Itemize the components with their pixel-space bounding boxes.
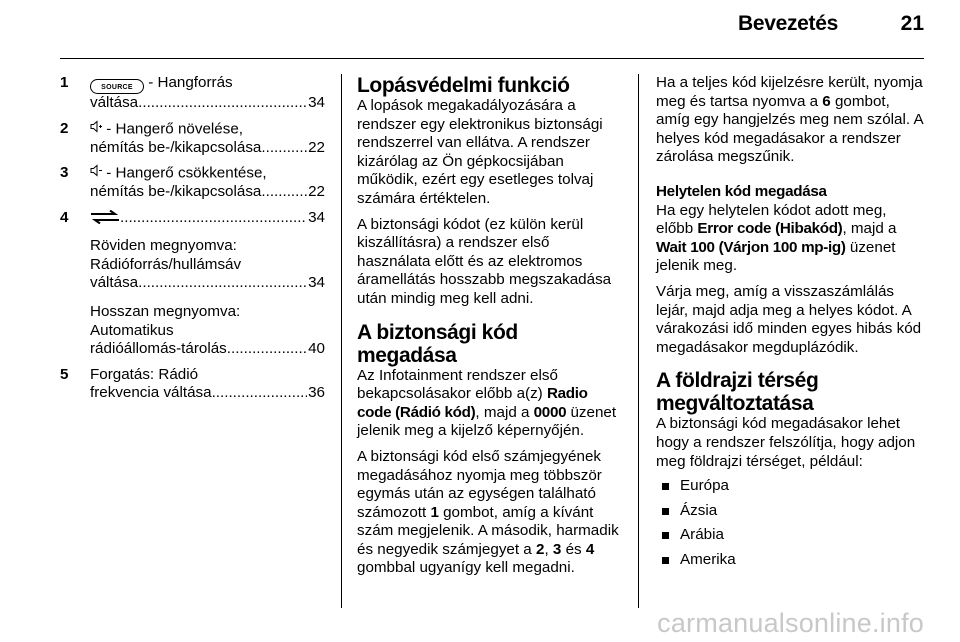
sub-item	[90, 237, 325, 293]
dot-leader	[212, 384, 308, 403]
control-list	[60, 74, 325, 410]
section-heading: A földrajzi térség megváltoztatása	[656, 369, 819, 416]
list-item	[60, 366, 325, 403]
item-text: Rádióforrás/hullámsáv	[90, 255, 242, 273]
button-ref: 1	[430, 503, 439, 521]
column-divider	[638, 74, 639, 608]
volume-down-icon	[90, 164, 102, 183]
toc-line	[90, 94, 325, 113]
list-item: Ázsia	[656, 502, 924, 521]
paragraph: Ha egy helytelen kódot adott meg, előbb Error code (Hibakód), majd a Wait 100 (Várjon 100 mp-ig) üzenet jelenik meg.	[656, 201, 897, 275]
paragraph: Várja meg, amíg a visszaszámlálás lejár, majd adja meg a helyes kódot. A várakozási idő minden egyes hibás kód megadásakor megduplázódik.	[656, 282, 922, 356]
list-item	[60, 120, 325, 158]
item-number: 3	[60, 164, 69, 182]
item-text: - Hangforrás	[144, 74, 233, 91]
button-ref: 4	[585, 540, 595, 558]
list-item	[60, 209, 325, 359]
page-number: 21	[900, 12, 924, 35]
volume-up-icon	[90, 120, 102, 139]
item-number: 2	[60, 119, 69, 137]
item-text: - Hangerő csökkentése,	[102, 164, 267, 182]
display-message: Error code (Hibakód)	[697, 220, 843, 238]
list-item	[60, 164, 325, 202]
item-number: 1	[60, 74, 69, 91]
dot-leader	[138, 94, 307, 113]
item-text: Automatikus	[90, 321, 174, 339]
list-item	[60, 74, 325, 113]
dot-leader	[120, 209, 307, 228]
column-divider	[341, 74, 342, 608]
paragraph: A lopások megakadályozására a rendszer egy elektronikus biztonsági rendszerrel van ellátva. A rendszer kizárólag az Ön gépkocsijában működik, ezért egy esetleges tolvaj számára értéktelen.	[357, 97, 603, 207]
watermark: carmanualsonline.info	[657, 608, 924, 638]
toc-line	[90, 139, 325, 158]
display-message: Radio code (Rádió kód)	[357, 385, 588, 421]
paragraph: Ha a teljes kód kijelzésre került, nyomja meg és tartsa nyomva a 6 gombot, amíg egy hangjelzés meg nem szólal. A helyes kód megadásakor a rendszer zárolása megszűnik.	[656, 74, 923, 166]
item-text: némítás be-/kikapcsolása	[90, 138, 262, 156]
item-text: némítás be-/kikapcsolása	[90, 183, 262, 200]
dot-leader	[227, 340, 307, 359]
region-list	[656, 477, 924, 569]
source-icon: SOURCE	[90, 79, 144, 94]
item-number: 5	[60, 365, 69, 383]
button-ref: 6	[822, 92, 831, 110]
item-text: váltása	[90, 274, 139, 292]
dot-leader	[138, 274, 307, 293]
header-rule	[60, 58, 924, 59]
dot-leader	[261, 139, 307, 158]
page-ref: 34	[308, 94, 325, 111]
paragraph: A biztonsági kód első számjegyének megadásához nyomja meg többször egymás után az egységen található számozott 1 gombot, amíg a kívánt szám megjelenik. A második, harmadik és negyedik számjegyet a 2, 3 és 4 gombbal ugyanígy kell megadni.	[357, 447, 619, 577]
list-item: Európa	[656, 477, 924, 496]
paragraph: A biztonsági kódot (ez külön kerül kiszállításra) a rendszer első használata előtt és az elektromos áramellátás hosszabb megszakadása után mindig meg kell adni.	[357, 215, 612, 307]
item-text: frekvencia váltása	[90, 384, 212, 402]
paragraph: Az Infotainment rendszer első bekapcsolásakor előbb a(z) Radio code (Rádió kód), majd a 0000 üzenet jelenik meg a kijelző képernyőjén.	[357, 366, 617, 440]
list-item: Arábia	[656, 526, 924, 545]
item-text: Röviden megnyomva:	[90, 237, 237, 255]
item-text: Hosszan megnyomva:	[90, 302, 241, 320]
toc-line	[90, 209, 325, 228]
item-text: - Hangerő növelése,	[102, 119, 243, 137]
toc-line	[90, 274, 325, 293]
subsection-heading: Helytelen kód megadása	[656, 182, 827, 200]
page-ref: 34	[308, 208, 325, 226]
page-ref: 34	[308, 274, 325, 292]
header-title: Bevezetés	[737, 12, 838, 35]
paragraph: A biztonsági kód megadásakor lehet hogy a rendszer felszólítja, hogy adjon meg földrajzi térséget, például:	[656, 415, 916, 470]
section-heading: A biztonsági kód megadása	[357, 320, 518, 367]
button-ref: 3	[552, 540, 562, 558]
anti-theft-section	[357, 74, 619, 585]
display-message: Wait 100 (Várjon 100 mp-ig)	[656, 238, 846, 256]
list-item: Amerika	[656, 551, 924, 570]
page-ref: 36	[308, 384, 325, 402]
page-ref: 22	[308, 138, 325, 156]
toc-line	[90, 183, 325, 202]
button-ref: 2	[535, 540, 545, 558]
section-heading: Lopásvédelmi funkció	[357, 74, 570, 97]
toc-line	[90, 340, 325, 359]
display-message: 0000	[533, 403, 567, 421]
sub-item	[90, 303, 325, 359]
band-switch-icon	[90, 209, 120, 228]
page-ref: 22	[308, 183, 325, 200]
code-entry-section	[656, 74, 924, 575]
page-ref: 40	[308, 340, 325, 358]
item-number: 4	[60, 208, 69, 226]
item-text: váltása	[90, 94, 139, 111]
item-text: rádióállomás-tárolás	[90, 340, 227, 358]
item-text: Forgatás: Rádió	[90, 365, 199, 383]
dot-leader	[261, 183, 307, 202]
toc-line	[90, 384, 325, 403]
